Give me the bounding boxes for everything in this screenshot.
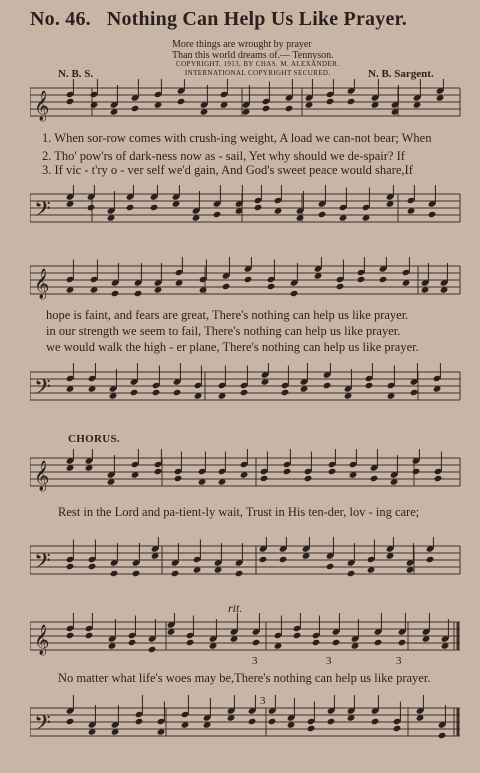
- note-head: [173, 389, 182, 396]
- note-head: [150, 204, 159, 211]
- note-head: [398, 639, 407, 646]
- note-head: [365, 382, 374, 389]
- note-head: [66, 632, 75, 639]
- note-head: [174, 475, 183, 482]
- note-head: [186, 639, 195, 646]
- verse-3-line-b: we would walk the high - er plane, There's nothing can help us like prayer.: [46, 340, 419, 354]
- note-head: [135, 718, 144, 725]
- system1-bass-staff: [30, 184, 462, 234]
- bass-clef-icon: 𝄢: [34, 197, 51, 226]
- note-head: [285, 105, 294, 112]
- system3-bass-staff: [30, 536, 462, 586]
- treble-clef-icon: 𝄞: [34, 625, 50, 654]
- system2-bass-staff: [30, 362, 462, 412]
- copyright-notice: [176, 60, 339, 78]
- verse-2-line-a: 2. Tho' pow'rs of dark-ness now as - sail, Yet why should we de-spair? If: [42, 149, 405, 163]
- note-head: [131, 105, 140, 112]
- hymn-title: Nothing Can Help Us Like Prayer.: [106, 8, 407, 30]
- note-head: [88, 563, 97, 570]
- note-head: [426, 556, 435, 563]
- verse-1-line-b: hope is faint, and fears are great, There's nothing can help us like prayer.: [46, 308, 409, 322]
- note-head: [85, 632, 94, 639]
- note-head: [268, 718, 277, 725]
- note-head: [393, 725, 402, 732]
- note-head: [307, 725, 316, 732]
- note-head: [235, 570, 244, 577]
- note-head: [171, 570, 180, 577]
- note-head: [318, 211, 327, 218]
- epigraph-line-2: Than this world dreams of.— Tennyson.: [172, 50, 334, 61]
- system4-bass-staff: [30, 694, 462, 752]
- note-head: [259, 556, 268, 563]
- copyright-line-1: COPYRIGHT, 1913, BY CHAS. M. ALEXANDER.: [176, 60, 340, 68]
- note-head: [111, 290, 120, 297]
- note-head: [254, 204, 263, 211]
- note-head: [132, 570, 141, 577]
- hymn-number: No. 46.: [30, 8, 91, 30]
- note-head: [248, 718, 257, 725]
- note-head: [134, 290, 143, 297]
- hymn-heading: [30, 8, 407, 31]
- note-head: [267, 283, 276, 290]
- bass-clef-icon: 𝄢: [34, 549, 51, 578]
- note-head: [252, 639, 261, 646]
- note-head: [428, 211, 437, 218]
- note-head: [374, 639, 383, 646]
- note-head: [379, 276, 388, 283]
- note-head: [304, 475, 313, 482]
- note-head: [323, 382, 332, 389]
- words-credit: N. B. S.: [58, 68, 94, 80]
- note-head: [370, 475, 379, 482]
- note-head: [213, 211, 222, 218]
- note-head: [336, 283, 345, 290]
- note-head: [279, 556, 288, 563]
- note-head: [260, 475, 269, 482]
- note-head: [412, 468, 421, 475]
- note-head: [347, 570, 356, 577]
- note-head: [328, 468, 337, 475]
- note-head: [128, 639, 137, 646]
- note-head: [326, 563, 335, 570]
- note-head: [281, 389, 290, 396]
- copyright-line-2: INTERNATIONAL COPYRIGHT SECURED.: [184, 69, 331, 77]
- note-head: [434, 475, 443, 482]
- note-head: [66, 98, 75, 105]
- note-head: [371, 718, 380, 725]
- note-head: [410, 389, 419, 396]
- chorus-line-2: No matter what life's woes may be,There's nothing can help us like prayer.: [58, 671, 431, 685]
- note-head: [293, 632, 302, 639]
- note-head: [244, 276, 253, 283]
- triplet-mark: 3: [260, 695, 266, 707]
- note-head: [357, 276, 366, 283]
- treble-clef-icon: 𝄞: [34, 269, 50, 298]
- verse-3-line-a: 3. If vic - t'ry o - ver self we'd gain, And God's sweet peace would share,If: [42, 163, 413, 177]
- note-head: [312, 639, 321, 646]
- system2-treble-staff: [30, 256, 462, 306]
- epigraph: [172, 39, 334, 61]
- system4-treble-staff: [30, 612, 462, 670]
- note-head: [347, 98, 356, 105]
- ritardando-mark: rit.: [228, 601, 243, 615]
- note-head: [66, 718, 75, 725]
- note-head: [152, 389, 161, 396]
- note-head: [177, 98, 186, 105]
- music-credit: N. B. Sargent.: [368, 68, 434, 80]
- triplet-mark: 3: [252, 655, 258, 667]
- note-head: [262, 105, 271, 112]
- chorus-label: CHORUS.: [68, 433, 120, 445]
- note-head: [126, 204, 135, 211]
- triplet-mark: 3: [396, 655, 402, 667]
- note-head: [240, 389, 249, 396]
- note-head: [87, 204, 96, 211]
- note-head: [290, 290, 299, 297]
- verse-2-line-b: in our strength we seem to fail, There's nothing can help us like prayer.: [46, 324, 401, 338]
- chorus-line-1: Rest in the Lord and pa-tient-ly wait, Trust in His ten-der, lov - ing care;: [58, 505, 420, 519]
- bass-clef-icon: 𝄢: [34, 375, 51, 404]
- note-head: [283, 468, 292, 475]
- note-head: [326, 98, 335, 105]
- note-head: [327, 718, 336, 725]
- system1-treble-staff: [30, 78, 462, 138]
- system3-treble-staff: [30, 448, 462, 498]
- note-head: [222, 283, 231, 290]
- note-head: [130, 389, 139, 396]
- epigraph-line-1: More things are wrought by prayer: [172, 39, 312, 50]
- bass-clef-icon: 𝄢: [34, 711, 51, 740]
- treble-clef-icon: 𝄞: [34, 461, 50, 490]
- treble-clef-icon: 𝄞: [34, 91, 50, 120]
- note-head: [154, 468, 163, 475]
- note-head: [110, 570, 119, 577]
- triplet-mark: 3: [326, 655, 332, 667]
- note-head: [332, 639, 341, 646]
- note-head: [148, 646, 157, 653]
- note-head: [66, 563, 75, 570]
- note-head: [438, 732, 447, 739]
- verse-1-line-a: 1. When sor-row comes with crush-ing weight, A load we can-not bear; When: [42, 131, 432, 145]
